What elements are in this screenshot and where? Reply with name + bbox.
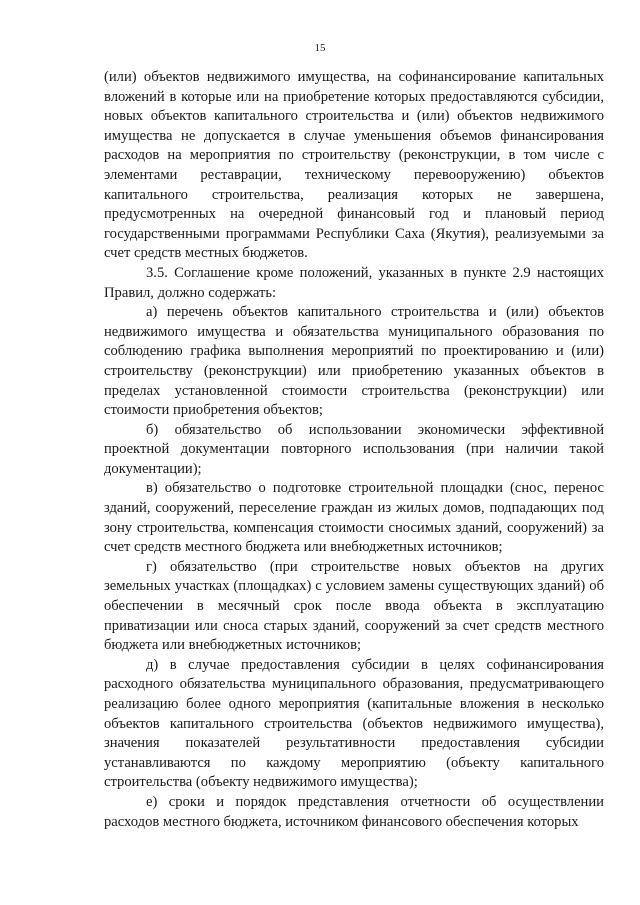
- document-body: [104, 68, 604, 832]
- paragraph-item-g: г) обязательство (при строительстве новых объектов на других земельных участках (площадках) с условием замены существующих зданий) об обеспечении в месячный срок после ввода объекта в эксплуатацию приватизации или сноса старых зданий, сооружений за счет средств местного бюджета или внебюджетных источников;: [104, 558, 604, 654]
- paragraph-item-a: а) перечень объектов капитального строительства и (или) объектов недвижимого имущества и обязательства муниципального образования по соблюдению графика выполнения мероприятий по проектированию и (или) строительству (реконструкции) или приобретению указанных объектов в пределах установленной стоимости строительства (реконструкции) или стоимости приобретения объектов;: [104, 304, 604, 419]
- paragraph-item-e: е) сроки и порядок представления отчетности об осуществлении расходов местного бюджета, источником финансового обеспечения которых: [104, 793, 604, 830]
- paragraph-item-b: б) обязательство об использовании экономически эффективной проектной документации повторного использования (при наличии такой документации);: [104, 421, 604, 477]
- paragraph-item-v: в) обязательство о подготовке строительной площадки (снос, перенос зданий, сооружений, переселение граждан из жилых домов, подпадающих под зону строительства, компенсация стоимости сносимых зданий, сооружений) за счет средств местного бюджета или внебюджетных источников;: [104, 480, 604, 556]
- paragraph-clause-3-5: 3.5. Соглашение кроме положений, указанных в пункте 2.9 настоящих Правил, должно содержать:: [104, 264, 604, 301]
- paragraph-continuation: (или) объектов недвижимого имущества, на софинансирование капитальных вложений в которые или на приобретение которых предоставляются субсидии, новых объектов капитального строительства и (или) объектов недвижимого имущества не допускается в случае уменьшения объемов финансирования расходов на мероприятия по строительству (реконструкции, в том числе с элементами реставрации, техническому перевооружению) объектов капитального строительства, реализация которых не завершена, предусмотренных на очередной финансовый год и плановый период государственными программами Республики Саха (Якутия), реализуемыми за счет средств местных бюджетов.: [104, 69, 604, 262]
- page-number: 15: [314, 42, 326, 54]
- paragraph-item-d: д) в случае предоставления субсидии в целях софинансирования расходного обязательства муниципального образования, предусматривающего реализацию более одного мероприятия (капитальные вложения в несколько объектов капитального строительства (объектов недвижимого имущества), значения показателей результативности предоставления субсидии устанавливаются по каждому мероприятию (объекту капитального строительства (объекту недвижимого имущества);: [104, 656, 604, 791]
